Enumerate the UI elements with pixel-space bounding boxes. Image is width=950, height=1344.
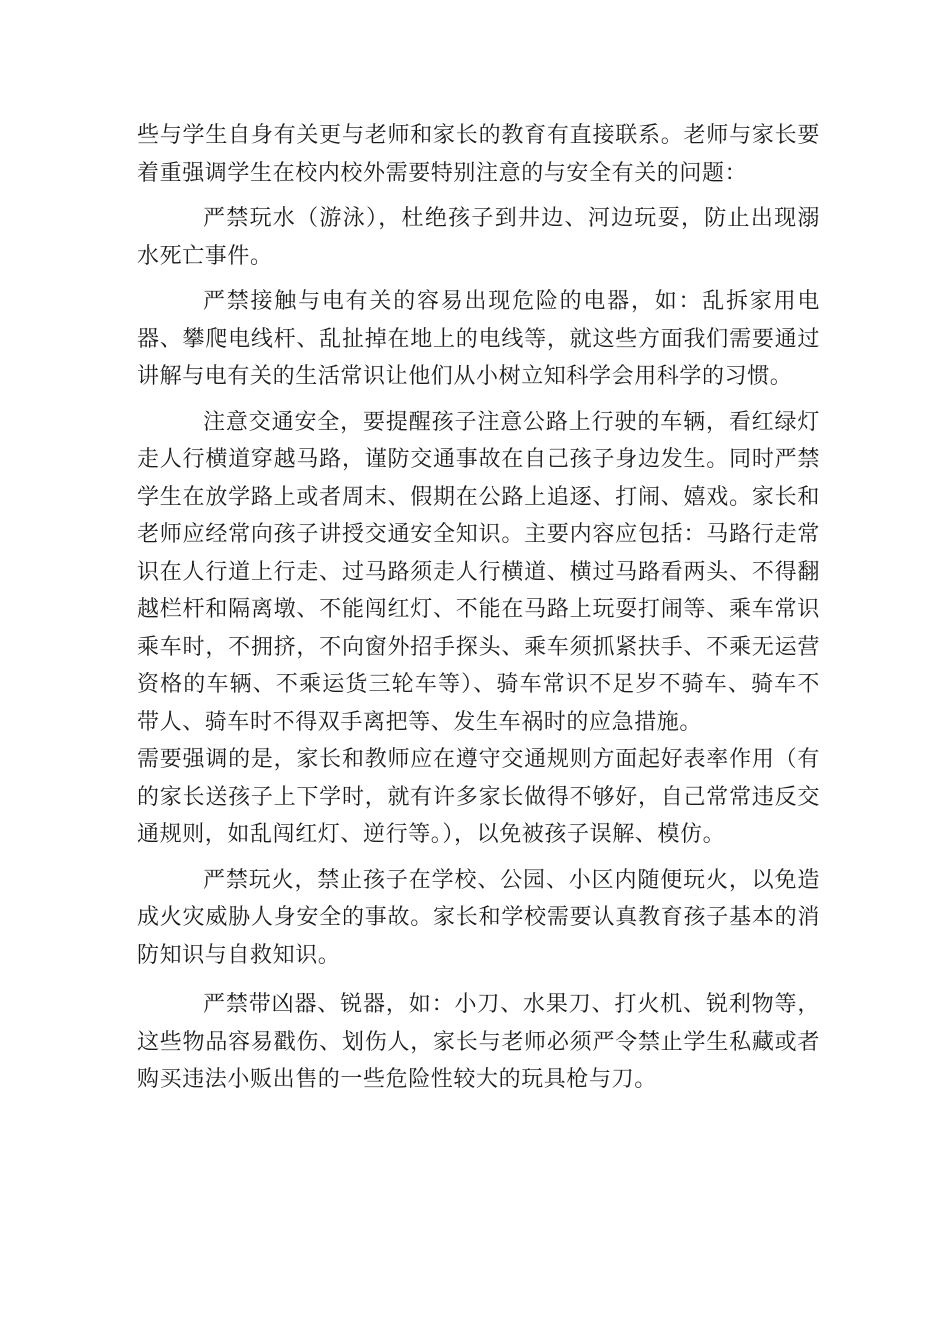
paragraph-parent-example: 需要强调的是，家长和教师应在遵守交通规则方面起好表率作用（有的家长送孩子上下学时，就有许多家长做得不够好，自己常常违反交通规则，如乱闯红灯、逆行等。），以免被孩子误解、模仿。 [137,747,820,847]
document-body [137,117,820,1099]
paragraph-water-safety: 严禁玩水（游泳），杜绝孩子到井边、河边玩耍，防止出现溺水死亡事件。 [137,206,820,269]
paragraph-electrical-safety: 严禁接触与电有关的容易出现危险的电器，如：乱拆家用电器、攀爬电线杆、乱扯掉在地上的电线等，就这些方面我们需要通过讲解与电有关的生活常识让他们从小树立知科学会用科学的习惯。 [137,289,820,389]
paragraph-fire-safety: 严禁玩火，禁止孩子在学校、公园、小区内随便玩火，以免造成火灾威胁人身安全的事故。家长和学校需要认真教育孩子基本的消防知识与自救知识。 [137,867,820,968]
paragraph-traffic-safety: 注意交通安全，要提醒孩子注意公路上行驶的车辆，看红绿灯走人行横道穿越马路，谨防交通事故在自己孩子身边发生。同时严禁学生在放学路上或者周末、假期在公路上追逐、打闹、嬉戏。家长和老师应经常向孩子讲授交通安全知识。主要内容应包括：马路行走常识在人行道上行走、过马路须走人行横道、横过马路看两头、不得翻越栏杆和隔离墩、不能闯红灯、不能在马路上玩耍打闹等、乘车常识乘车时，不拥挤，不向窗外招手探头、乘车须抓紧扶手、不乘无运营资格的车辆、不乘运货三轮车等）、骑车常识不足岁不骑车、骑车不带人、骑车时不得双手离把等、发生车祸时的应急措施。 [137,409,820,735]
paragraph-intro-continuation: 些与学生自身有关更与老师和家长的教育有直接联系。老师与家长要着重强调学生在校内校外需要特别注意的与安全有关的问题： [137,123,820,186]
paragraph-weapons-safety: 严禁带凶器、锐器，如：小刀、水果刀、打火机、锐利物等，这些物品容易戳伤、划伤人，家长与老师必须严令禁止学生私藏或者购买违法小贩出售的一些危险性较大的玩具枪与刀。 [137,992,820,1092]
